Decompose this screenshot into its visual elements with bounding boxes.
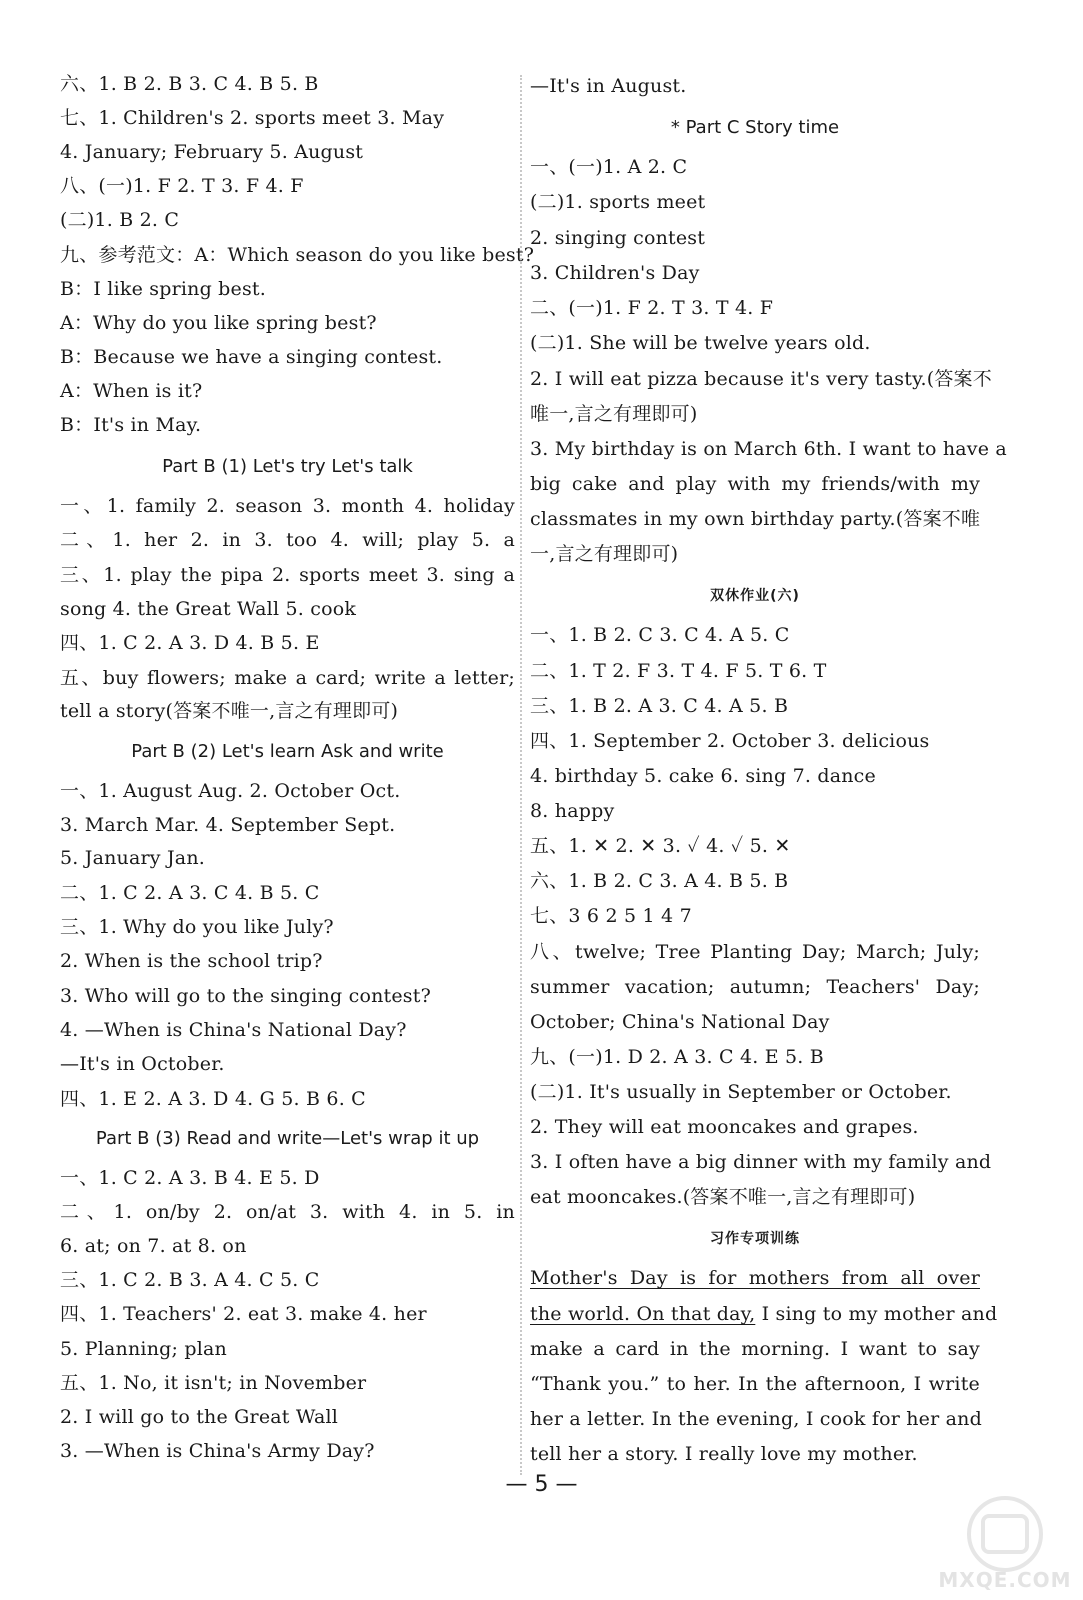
answer-line: summer vacation; autumn; Teachers' Day; (530, 976, 980, 998)
answer-line: 二、1. on/by 2. on/at 3. with 4. in 5. in (60, 1201, 515, 1223)
answer-line: A：Why do you like spring best? (60, 312, 377, 334)
answer-line: 唯一,言之有理即可) (530, 403, 698, 425)
answer-line: (二)1. sports meet (530, 191, 706, 213)
section-heading: Part B (1) Let's try Let's talk (162, 456, 413, 477)
answer-line: 四、1. C 2. A 3. D 4. B 5. E (60, 632, 320, 654)
answer-line: 4. January; February 5. August (60, 141, 364, 163)
answer-line: B：Because we have a singing contest. (60, 346, 443, 368)
answer-line: 六、1. B 2. C 3. A 4. B 5. B (530, 870, 789, 892)
answer-line: 一,言之有理即可) (530, 543, 679, 565)
answer-line: 三、1. Why do you like July? (60, 916, 334, 938)
answer-line: 二、1. C 2. A 3. C 4. B 5. C (60, 882, 320, 904)
answer-line: 3. March Mar. 4. September Sept. (60, 814, 396, 836)
answer-line: 三、1. C 2. B 3. A 4. C 5. C (60, 1269, 320, 1291)
answer-line: song 4. the Great Wall 5. cook (60, 598, 357, 620)
answer-line: classmates in my own birthday party.(答案不唯 (530, 508, 981, 530)
watermark-logo (935, 1492, 1075, 1592)
page-number: — 5 — (505, 1472, 578, 1497)
answer-line: 四、1. Teachers' 2. eat 3. make 4. her (60, 1303, 427, 1325)
answer-line: 五、buy flowers; make a card; write a letter; (60, 667, 515, 689)
answer-line: (二)1. It's usually in September or October. (530, 1081, 952, 1103)
answer-line: 8. happy (530, 800, 615, 822)
section-heading: Part B (3) Read and write—Let's wrap it up (95, 1128, 480, 1149)
answer-line: 一、(一)1. A 2. C (530, 156, 688, 178)
answer-line: A：When is it? (60, 380, 203, 402)
answer-line: 九、(一)1. D 2. A 3. C 4. E 5. B (530, 1046, 824, 1068)
answer-line: B：It's in May. (60, 414, 202, 436)
answer-line: 3. —When is China's Army Day? (60, 1440, 375, 1462)
answer-line: tell a story(答案不唯一,言之有理即可) (60, 700, 399, 722)
answer-line: 5. January Jan. (60, 847, 205, 869)
answer-line: 五、1. No, it isn't; in November (60, 1372, 367, 1394)
answer-line: 九、参考范文：A：Which season do you like best? (60, 244, 535, 266)
section-heading: 习作专项训练 (710, 1231, 800, 1247)
answer-line: 六、1. B 2. B 3. C 4. B 5. B (60, 73, 319, 95)
answer-line: big cake and play with my friends/with my (530, 473, 980, 495)
answer-line: 3. My birthday is on March 6th. I want to have a (530, 438, 1007, 460)
answer-line: 3. I often have a big dinner with my family and (530, 1151, 992, 1173)
answer-line: 4. —When is China's National Day? (60, 1019, 407, 1041)
answer-line: Mother's Day is for mothers from all over (530, 1267, 980, 1289)
answer-line: 三、1. play the pipa 2. sports meet 3. sing a (60, 564, 515, 586)
answer-line: 八、twelve; Tree Planting Day; March; July; (530, 941, 980, 963)
answer-line: —It's in August. (530, 75, 687, 97)
underlined-text: the world. On that day, (530, 1303, 756, 1325)
section-heading: 双休作业(六) (710, 588, 800, 604)
answer-line: 一、1. August Aug. 2. October Oct. (60, 780, 401, 802)
answer-line: 八、(一)1. F 2. T 3. F 4. F (60, 175, 304, 197)
answer-line: —It's in October. (60, 1053, 225, 1075)
answer-line: make a card in the morning. I want to say (530, 1338, 980, 1360)
answer-line: (二)1. B 2. C (60, 209, 180, 231)
answer-line: 一、1. family 2. season 3. month 4. holiday (60, 495, 515, 517)
answer-line: eat mooncakes.(答案不唯一,言之有理即可) (530, 1186, 916, 1208)
answer-line: 2. I will go to the Great Wall (60, 1406, 339, 1428)
answer-line: her a letter. In the evening, I cook for her and (530, 1408, 982, 1430)
answer-line: 二、1. T 2. F 3. T 4. F 5. T 6. T (530, 660, 827, 682)
answer-line: 3. Children's Day (530, 262, 700, 284)
answer-line: 二、1. her 2. in 3. too 4. will; play 5. a (60, 529, 515, 551)
column-divider (520, 75, 522, 1475)
answer-line: B：I like spring best. (60, 278, 267, 300)
answer-line: October; China's National Day (530, 1011, 830, 1033)
watermark-text: MXQE.COM (938, 1568, 1072, 1592)
answer-line: 2. singing contest (530, 227, 706, 249)
answer-line: 6. at; on 7. at 8. on (60, 1235, 247, 1257)
section-heading: * Part C Story time (670, 117, 840, 138)
answer-line: 一、1. B 2. C 3. C 4. A 5. C (530, 624, 790, 646)
answer-line: 五、1. ✕ 2. ✕ 3. ✓ 4. ✓ 5. ✕ (530, 835, 791, 857)
answer-line: 二、(一)1. F 2. T 3. T 4. F (530, 297, 774, 319)
section-heading: Part B (2) Let's learn Ask and write (131, 741, 444, 762)
answer-line: 三、1. B 2. A 3. C 4. A 5. B (530, 695, 789, 717)
answer-line: 3. Who will go to the singing contest? (60, 985, 431, 1007)
answer-line: 4. birthday 5. cake 6. sing 7. dance (530, 765, 876, 787)
answer-line: 一、1. C 2. A 3. B 4. E 5. D (60, 1167, 320, 1189)
answer-line: tell her a story. I really love my mother. (530, 1443, 918, 1465)
answer-line: the world. On that day, I sing to my mother and (530, 1303, 998, 1325)
answer-line: 四、1. September 2. October 3. delicious (530, 730, 930, 752)
answer-line: “Thank you.” to her. In the afternoon, I write (530, 1373, 980, 1395)
answer-line: 2. They will eat mooncakes and grapes. (530, 1116, 919, 1138)
answer-line: 七、3 6 2 5 1 4 7 (530, 905, 692, 927)
answer-line: 2. When is the school trip? (60, 950, 323, 972)
answer-line: 5. Planning; plan (60, 1338, 227, 1360)
answer-line: 四、1. E 2. A 3. D 4. G 5. B 6. C (60, 1088, 366, 1110)
answer-line: 2. I will eat pizza because it's very tasty.(答案不 (530, 368, 992, 390)
answer-line: (二)1. She will be twelve years old. (530, 332, 871, 354)
answer-line: 七、1. Children's 2. sports meet 3. May (60, 107, 445, 129)
